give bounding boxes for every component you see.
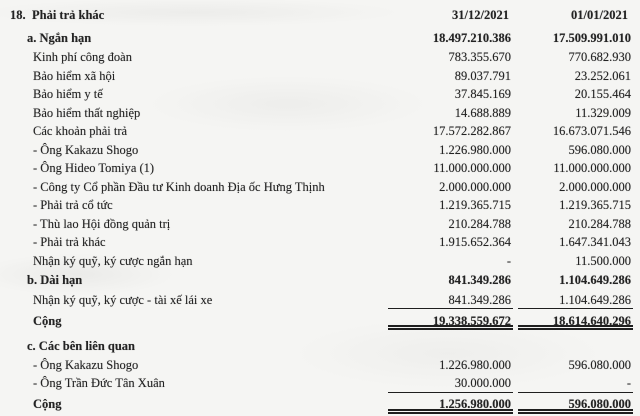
value-col2: 1.219.365.715 <box>559 198 631 212</box>
value-col1: 2.000.000.000 <box>439 179 511 194</box>
value-col2: 596.080.000 <box>568 357 631 372</box>
value-col1: 37.845.169 <box>454 87 511 101</box>
table-row <box>10 312 633 331</box>
value-col2: 16.673.071.546 <box>552 124 631 138</box>
row-label: - Phải trả cổ tức <box>33 198 113 212</box>
table-row <box>10 159 633 178</box>
row-label: - Công ty Cổ phần Đầu tư Kinh doanh Địa ốc Hưng Thịnh <box>33 179 325 194</box>
value-col2: - <box>518 374 633 393</box>
value-col1: 17.572.282.867 <box>432 124 511 138</box>
row-label: a. Ngắn hạn <box>27 30 92 45</box>
row-label: Nhận ký quỹ, ký cược ngắn hạn <box>33 253 193 268</box>
value-col1: 1.915.652.364 <box>439 235 511 249</box>
table-row <box>10 337 633 356</box>
row-label: Nhận ký quỹ, ký cược - tài xế lái xe <box>33 292 213 307</box>
table-row <box>10 271 633 290</box>
value-col2: 11.329.009 <box>575 105 631 120</box>
value-col1: 14.688.889 <box>454 105 511 120</box>
value-col1: 1.256.980.000 <box>388 395 513 414</box>
value-col1: 783.355.670 <box>448 50 511 64</box>
row-label: c. Các bên liên quan <box>27 339 136 353</box>
note-table-body <box>10 29 633 414</box>
value-col2: 11.000.000.000 <box>553 161 631 175</box>
value-col2: 210.284.788 <box>568 216 631 231</box>
value-col2: 23.252.061 <box>574 68 631 83</box>
table-row <box>10 141 633 160</box>
value-col2: 18.614.640.296 <box>518 312 633 331</box>
value-col2: 596.080.000 <box>568 142 631 157</box>
value-col1: 19.338.559.672 <box>388 312 513 331</box>
row-label: - Ông Hideo Tomiya (1) <box>33 161 155 175</box>
value-col2 <box>518 337 633 356</box>
value-col1: 1.226.980.000 <box>439 142 511 157</box>
column-header-opening-date: 01/01/2021 <box>571 8 628 22</box>
value-col1: 210.284.788 <box>448 216 511 231</box>
value-col1: 11.000.000.000 <box>433 161 511 175</box>
table-row <box>10 48 633 67</box>
row-label: Kinh phí công đoàn <box>33 50 132 64</box>
value-col2: 11.500.000 <box>575 253 631 268</box>
row-label: - Thù lao Hội đồng quản trị <box>33 216 171 231</box>
table-row <box>10 395 633 414</box>
table-row <box>10 291 633 310</box>
row-label: Bảo hiểm thất nghiệp <box>33 105 141 120</box>
row-label: Cộng <box>33 313 62 328</box>
table-row <box>10 196 633 215</box>
row-label: Cộng <box>33 397 62 411</box>
row-label: - Phải trả khác <box>33 235 106 249</box>
table-row <box>10 85 633 104</box>
value-col2: 20.155.464 <box>574 87 631 101</box>
table-row <box>10 67 633 86</box>
table-row <box>10 29 633 48</box>
row-label: - Ông Trần Đức Tân Xuân <box>33 376 165 390</box>
value-col1 <box>388 337 513 356</box>
value-col2: 17.509.991.010 <box>552 30 631 45</box>
table-row <box>10 356 633 375</box>
row-label: - Ông Kakazu Shogo <box>33 142 139 157</box>
row-label: Bảo hiểm y tế <box>33 87 103 101</box>
table-row <box>10 178 633 197</box>
column-header-closing-date: 31/12/2021 <box>452 8 509 22</box>
note-number: 18. <box>10 8 26 22</box>
value-col2: 596.080.000 <box>518 395 633 414</box>
table-row <box>10 122 633 141</box>
value-col1: 1.226.980.000 <box>439 357 511 372</box>
row-label: Các khoản phải trả <box>33 124 128 138</box>
note-title: Phải trả khác <box>32 8 105 22</box>
value-col1: 89.037.791 <box>454 68 511 83</box>
row-label: Bảo hiểm xã hội <box>33 68 116 83</box>
row-label: - Ông Kakazu Shogo <box>33 357 139 372</box>
table-row <box>10 374 633 393</box>
note-heading-label <box>10 6 388 25</box>
table-row <box>10 233 633 252</box>
value-col1: 1.219.365.715 <box>439 198 511 212</box>
value-col1: 30.000.000 <box>388 374 513 393</box>
value-col2: 1.104.649.286 <box>559 272 631 287</box>
table-row <box>10 215 633 234</box>
table-row <box>10 252 633 271</box>
value-col1: 18.497.210.386 <box>432 30 511 45</box>
value-col2: 2.000.000.000 <box>559 179 631 194</box>
value-col2: 1.647.341.043 <box>559 235 631 249</box>
value-col1: - <box>506 253 511 268</box>
note-heading-row <box>10 6 633 25</box>
value-col1: 841.349.286 <box>448 272 511 287</box>
value-col2: 1.104.649.286 <box>518 291 633 310</box>
value-col1: 841.349.286 <box>388 291 513 310</box>
value-col2: 770.682.930 <box>568 50 631 64</box>
row-label: b. Dài hạn <box>27 272 83 287</box>
table-row <box>10 104 633 123</box>
